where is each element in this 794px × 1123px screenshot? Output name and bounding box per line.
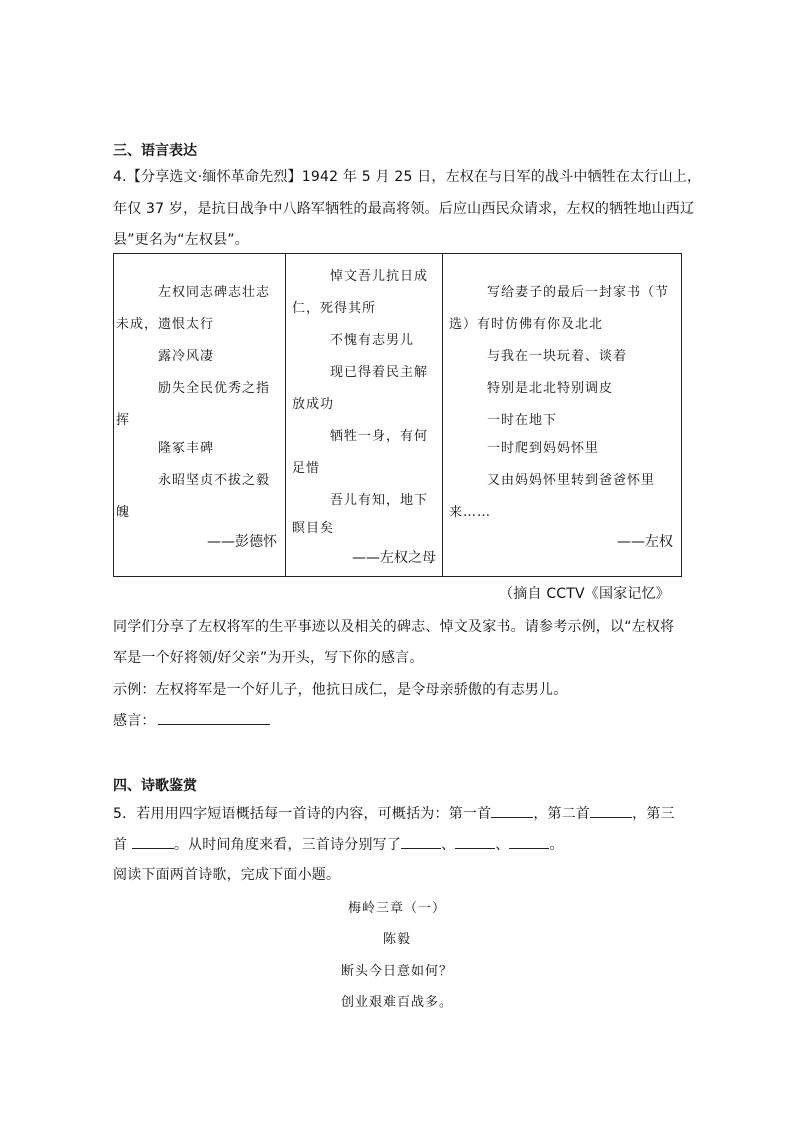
q5-blank-poem-1[interactable] — [491, 803, 533, 818]
col2-line: 不愧有志男儿 — [330, 333, 415, 348]
question-5-line-1 — [113, 803, 675, 823]
section-4-heading: 四、诗歌鉴赏 — [113, 778, 197, 794]
q5-sep-2: 、 — [495, 837, 510, 853]
col1-line: 挥 — [116, 413, 131, 428]
col3-line: 特别是北北特别调皮 — [487, 381, 614, 396]
example-answer: 示例：左权将军是一个好儿子，他抗日成仁，是令母亲骄傲的有志男儿。 — [113, 682, 568, 698]
col1-line: 未成，遗恨太行 — [116, 317, 215, 332]
answer-label: 感言： — [113, 713, 156, 729]
q5-blank-poem-3[interactable] — [132, 834, 174, 849]
q5-blank-poem-2[interactable] — [590, 803, 632, 818]
signature-peng-dehuai: ——彭德怀 — [207, 534, 277, 550]
mother-eulogy-cell — [286, 254, 443, 577]
col2-line: 瞑目矣 — [292, 521, 335, 536]
answer-row — [113, 710, 270, 730]
poem-line-1: 断头今日意如何？ — [340, 964, 453, 979]
q5-text-b: ，第二首 — [533, 806, 591, 822]
signature-zuo-quan-mother: ——左权之母 — [352, 550, 436, 566]
q5-blank-time-1[interactable] — [401, 834, 441, 849]
poem-line-2: 创业艰难百战多。 — [340, 995, 453, 1010]
signature-zuo-quan: ——左权 — [617, 534, 673, 550]
question-4-line-1: 4.【分享选文·缅怀革命先烈】1942 年 5 月 25 日，左权在与日军的战斗中牺牲在太行山上， — [113, 169, 702, 185]
col2-line: 吾儿有知，地下 — [330, 493, 429, 508]
poem-title: 梅岭三章（一） — [347, 901, 446, 916]
col2-line: 放成功 — [292, 397, 335, 412]
q5-text-d: 首 — [113, 837, 132, 853]
q5-sep-1: 、 — [441, 837, 456, 853]
col1-line: 永昭坚贞不拔之毅 — [158, 473, 271, 488]
prompt-line-2: 军是一个好将领/好父亲”为开头，写下你的感言。 — [113, 650, 424, 666]
col1-line: 励失全民优秀之指 — [158, 381, 271, 396]
col3-line: 选）有时仿佛有你及北北 — [449, 317, 604, 332]
q5-blank-time-3[interactable] — [509, 834, 549, 849]
section-3-heading: 三、语言表达 — [113, 143, 197, 159]
tablet-inscription-cell — [114, 254, 286, 577]
poem-author: 陈毅 — [382, 932, 411, 947]
col2-line: 现已得着民主解 — [330, 365, 429, 380]
q5-end: 。 — [549, 837, 564, 853]
family-letter-cell — [443, 254, 682, 577]
question-4-line-2: 年仅 37 岁，是抗日战争中八路军牺牲的最高将领。后应山西民众请求，左权的牺牲地山西辽 — [113, 201, 695, 217]
col2-line: 足惜 — [292, 461, 321, 476]
col3-line: 来…… — [449, 505, 492, 520]
q5-text-e: 。从时间角度来看，三首诗分别写了 — [173, 837, 402, 853]
col1-line: 隆冢丰碑 — [158, 441, 215, 456]
col3-line: 一时爬到妈妈怀里 — [487, 441, 600, 456]
answer-blank[interactable] — [158, 710, 270, 725]
q5-text-a: 5．若用用四字短语概括每一首诗的内容，可概括为：第一首 — [113, 806, 492, 822]
col2-line: 牺牲一身，有何 — [330, 429, 429, 444]
q5-blank-time-2[interactable] — [455, 834, 495, 849]
col2-line: 悼文吾儿抗日成 — [330, 269, 429, 284]
question-4-line-3: 县”更名为“左权县”。 — [113, 232, 249, 248]
source-citation: （摘自 CCTV《国家记忆》 — [499, 586, 670, 602]
col3-line: 写给妻子的最后一封家书（节 — [487, 285, 670, 300]
col3-line: 又由妈妈怀里转到爸爸怀里 — [487, 473, 656, 488]
col3-line: 与我在一块玩着、谈着 — [487, 349, 628, 364]
col1-line: 露冷风凄 — [158, 349, 215, 364]
memorial-texts-table — [113, 253, 682, 577]
question-5-line-2 — [113, 834, 564, 854]
reading-instruction: 阅读下面两首诗歌，完成下面小题。 — [113, 867, 341, 883]
col2-line: 仁，死得其所 — [292, 301, 377, 316]
col1-line: 左权同志碑志壮志 — [158, 285, 271, 300]
prompt-line-1: 同学们分享了左权将军的生平事迹以及相关的碑志、悼文及家书。请参考示例，以“左权将 — [113, 619, 675, 635]
col1-line: 魄 — [116, 505, 131, 520]
q5-text-c: ，第三 — [632, 806, 675, 822]
col3-line: 一时在地下 — [487, 413, 558, 428]
